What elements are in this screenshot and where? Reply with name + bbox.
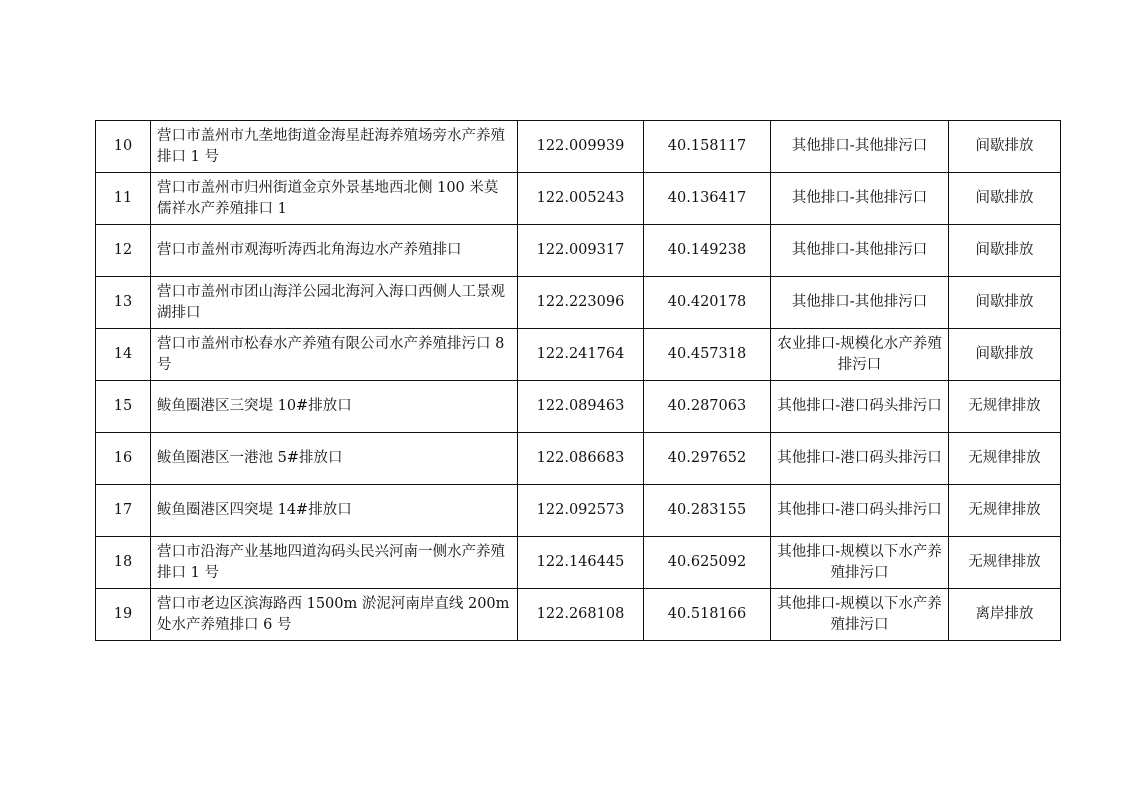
discharge-mode: 间歇排放 bbox=[949, 277, 1061, 329]
table-row bbox=[96, 225, 1061, 277]
discharge-mode: 离岸排放 bbox=[949, 589, 1061, 641]
row-number: 15 bbox=[96, 381, 151, 433]
table-row bbox=[96, 589, 1061, 641]
discharge-mode: 间歇排放 bbox=[949, 225, 1061, 277]
outlet-name: 营口市盖州市团山海洋公园北海河入海口西侧人工景观湖排口 bbox=[151, 277, 518, 329]
outlet-name: 鲅鱼圈港区三突堤 10#排放口 bbox=[151, 381, 518, 433]
row-number: 10 bbox=[96, 121, 151, 173]
outlet-type: 其他排口-港口码头排污口 bbox=[771, 381, 949, 433]
outlet-type: 其他排口-其他排污口 bbox=[771, 173, 949, 225]
table-row bbox=[96, 277, 1061, 329]
table-row bbox=[96, 433, 1061, 485]
table-row bbox=[96, 381, 1061, 433]
row-number: 17 bbox=[96, 485, 151, 537]
latitude: 40.287063 bbox=[644, 381, 771, 433]
latitude: 40.420178 bbox=[644, 277, 771, 329]
table-row bbox=[96, 537, 1061, 589]
outlet-type: 其他排口-港口码头排污口 bbox=[771, 485, 949, 537]
latitude: 40.457318 bbox=[644, 329, 771, 381]
outlet-type: 其他排口-规模以下水产养殖排污口 bbox=[771, 589, 949, 641]
latitude: 40.625092 bbox=[644, 537, 771, 589]
discharge-mode: 无规律排放 bbox=[949, 485, 1061, 537]
table-row bbox=[96, 173, 1061, 225]
longitude: 122.005243 bbox=[518, 173, 644, 225]
outlet-name: 营口市盖州市归州街道金京外景基地西北侧 100 米莫儒祥水产养殖排口 1 bbox=[151, 173, 518, 225]
outlet-type: 农业排口-规模化水产养殖排污口 bbox=[771, 329, 949, 381]
outlet-name: 营口市老边区滨海路西 1500m 淤泥河南岸直线 200m 处水产养殖排口 6 号 bbox=[151, 589, 518, 641]
row-number: 19 bbox=[96, 589, 151, 641]
latitude: 40.136417 bbox=[644, 173, 771, 225]
longitude: 122.146445 bbox=[518, 537, 644, 589]
outlet-table bbox=[95, 120, 1061, 641]
outlet-name: 鲅鱼圈港区一港池 5#排放口 bbox=[151, 433, 518, 485]
table-row bbox=[96, 485, 1061, 537]
row-number: 14 bbox=[96, 329, 151, 381]
outlet-table-body bbox=[96, 121, 1061, 641]
outlet-name: 鲅鱼圈港区四突堤 14#排放口 bbox=[151, 485, 518, 537]
outlet-name: 营口市盖州市松春水产养殖有限公司水产养殖排污口 8 号 bbox=[151, 329, 518, 381]
row-number: 12 bbox=[96, 225, 151, 277]
discharge-mode: 间歇排放 bbox=[949, 121, 1061, 173]
longitude: 122.009939 bbox=[518, 121, 644, 173]
outlet-name: 营口市沿海产业基地四道沟码头民兴河南一侧水产养殖排口 1 号 bbox=[151, 537, 518, 589]
latitude: 40.283155 bbox=[644, 485, 771, 537]
latitude: 40.149238 bbox=[644, 225, 771, 277]
discharge-mode: 间歇排放 bbox=[949, 329, 1061, 381]
row-number: 18 bbox=[96, 537, 151, 589]
discharge-mode: 间歇排放 bbox=[949, 173, 1061, 225]
outlet-type: 其他排口-其他排污口 bbox=[771, 121, 949, 173]
table-row bbox=[96, 121, 1061, 173]
outlet-name: 营口市盖州市九垄地街道金海星赶海养殖场旁水产养殖排口 1 号 bbox=[151, 121, 518, 173]
outlet-type: 其他排口-港口码头排污口 bbox=[771, 433, 949, 485]
outlet-name: 营口市盖州市观海听涛西北角海边水产养殖排口 bbox=[151, 225, 518, 277]
row-number: 11 bbox=[96, 173, 151, 225]
discharge-mode: 无规律排放 bbox=[949, 433, 1061, 485]
outlet-type: 其他排口-规模以下水产养殖排污口 bbox=[771, 537, 949, 589]
discharge-mode: 无规律排放 bbox=[949, 537, 1061, 589]
longitude: 122.223096 bbox=[518, 277, 644, 329]
longitude: 122.089463 bbox=[518, 381, 644, 433]
longitude: 122.241764 bbox=[518, 329, 644, 381]
row-number: 16 bbox=[96, 433, 151, 485]
outlet-type: 其他排口-其他排污口 bbox=[771, 225, 949, 277]
longitude: 122.092573 bbox=[518, 485, 644, 537]
latitude: 40.297652 bbox=[644, 433, 771, 485]
longitude: 122.086683 bbox=[518, 433, 644, 485]
row-number: 13 bbox=[96, 277, 151, 329]
longitude: 122.268108 bbox=[518, 589, 644, 641]
longitude: 122.009317 bbox=[518, 225, 644, 277]
discharge-mode: 无规律排放 bbox=[949, 381, 1061, 433]
outlet-type: 其他排口-其他排污口 bbox=[771, 277, 949, 329]
latitude: 40.158117 bbox=[644, 121, 771, 173]
latitude: 40.518166 bbox=[644, 589, 771, 641]
table-row bbox=[96, 329, 1061, 381]
